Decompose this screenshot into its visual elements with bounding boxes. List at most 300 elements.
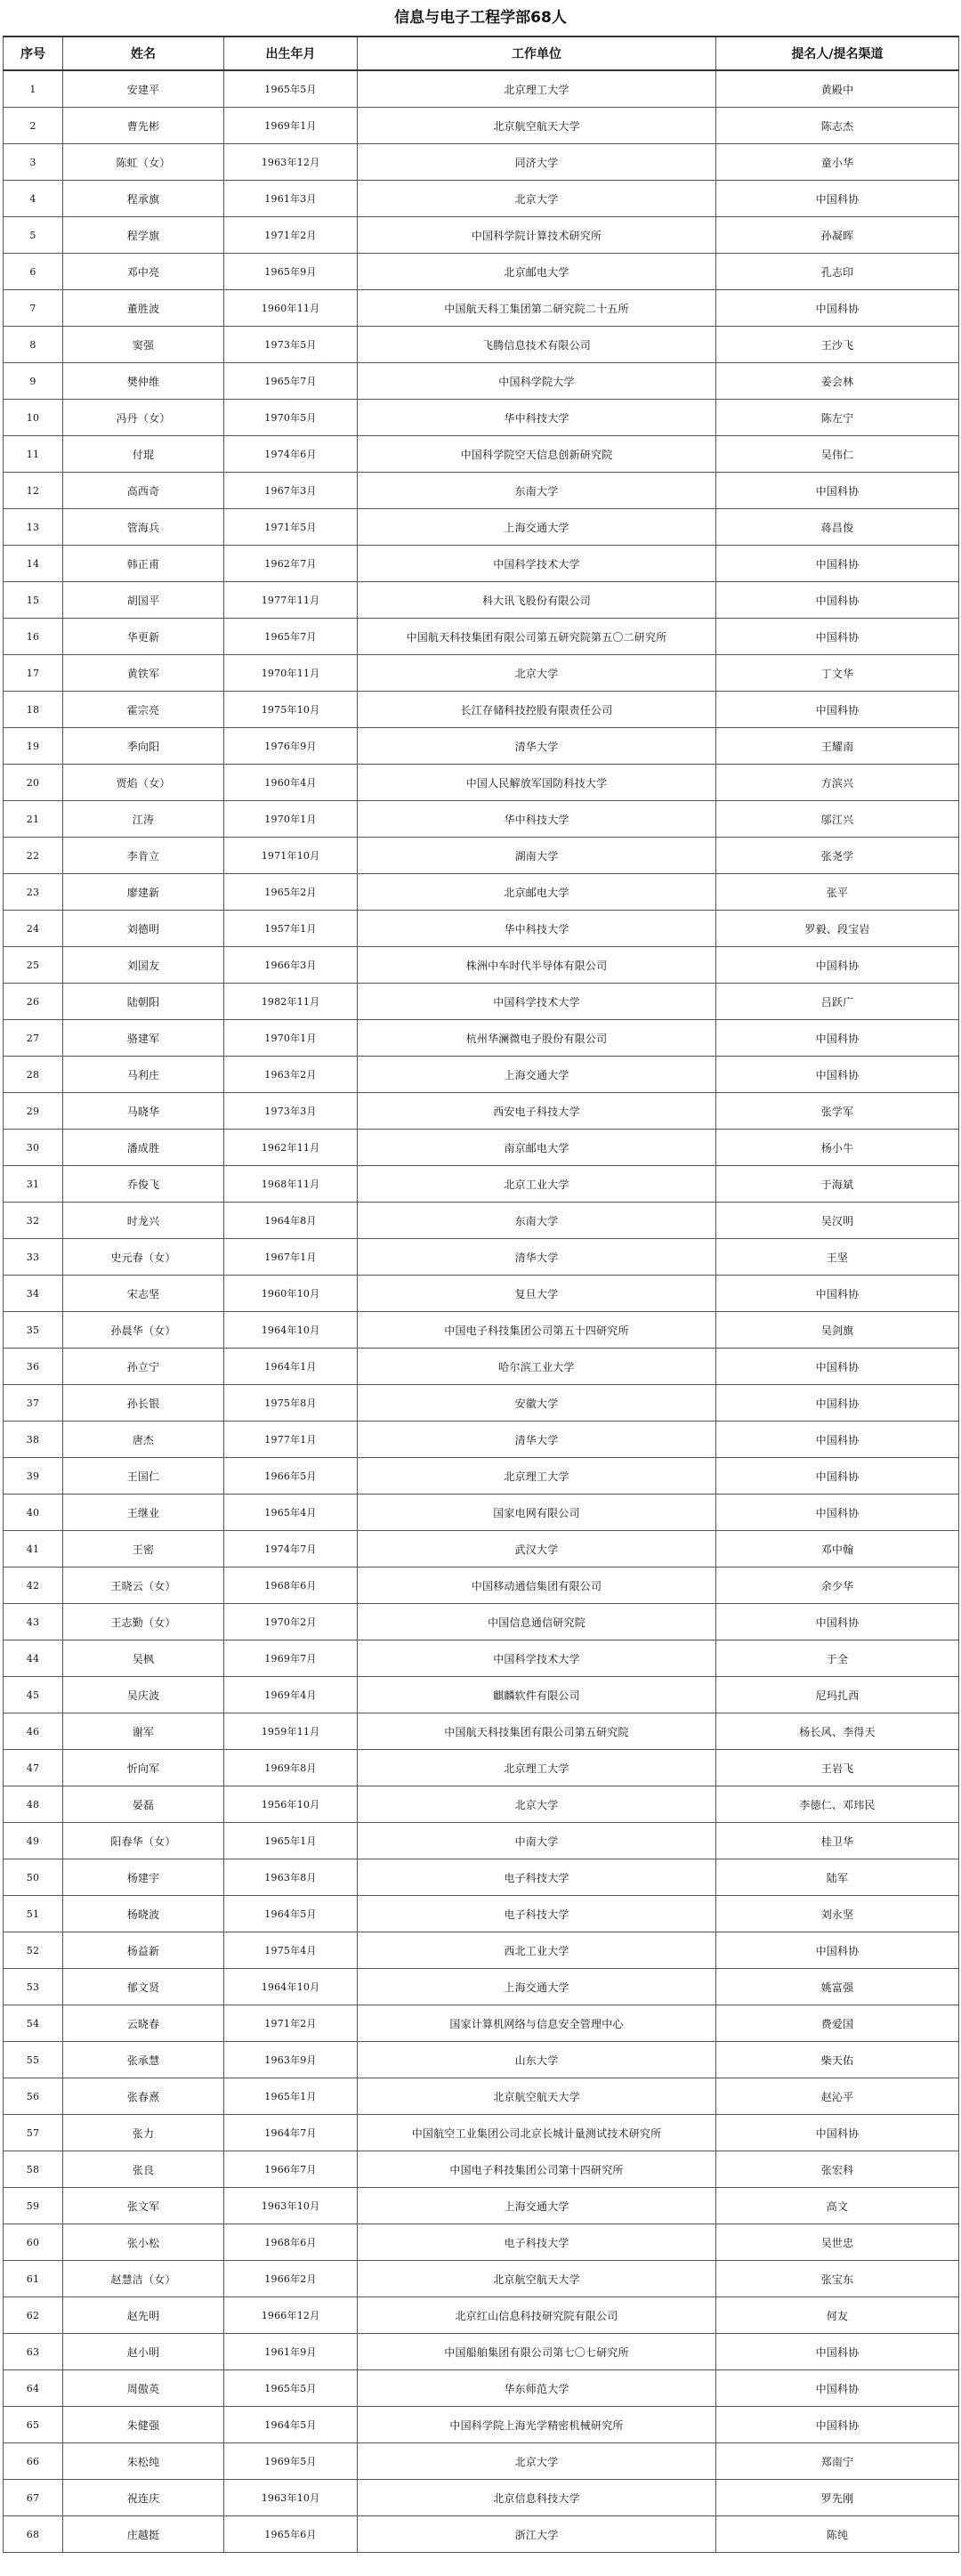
cell-birth: 1968年6月 [224, 1567, 358, 1604]
cell-name: 朱松纯 [63, 2443, 224, 2480]
cell-name: 张春熹 [63, 2078, 224, 2115]
cell-nominator: 桂卫华 [716, 1823, 959, 1859]
cell-nominator: 赵沁平 [716, 2078, 959, 2115]
cell-org: 中国船舶集团有限公司第七〇七研究所 [358, 2334, 716, 2370]
cell-org: 上海交通大学 [358, 509, 716, 546]
table-row [4, 728, 959, 765]
cell-name: 晏磊 [63, 1786, 224, 1823]
cell-birth: 1970年2月 [224, 1604, 358, 1640]
table-row [4, 1531, 959, 1567]
cell-name: 王密 [63, 1531, 224, 1567]
cell-birth: 1963年2月 [224, 1057, 358, 1093]
cell-org: 中国人民解放军国防科技大学 [358, 765, 716, 801]
cell-birth: 1965年9月 [224, 254, 358, 290]
cell-no: 30 [4, 1130, 63, 1166]
cell-birth: 1982年11月 [224, 984, 358, 1020]
cell-org: 电子科技大学 [358, 1896, 716, 1932]
cell-name: 张力 [63, 2115, 224, 2151]
cell-no: 40 [4, 1495, 63, 1531]
cell-name: 江涛 [63, 801, 224, 838]
table-row [4, 1859, 959, 1896]
cell-no: 64 [4, 2370, 63, 2407]
cell-no: 27 [4, 1020, 63, 1057]
cell-no: 63 [4, 2334, 63, 2370]
cell-org: 北京邮电大学 [358, 254, 716, 290]
cell-nominator: 张宏科 [716, 2151, 959, 2188]
cell-no: 14 [4, 546, 63, 582]
table-row [4, 2443, 959, 2480]
cell-org: 华中科技大学 [358, 801, 716, 838]
cell-name: 骆建军 [63, 1020, 224, 1057]
table-row [4, 1458, 959, 1495]
cell-org: 中国科学技术大学 [358, 1640, 716, 1677]
candidate-table [3, 36, 959, 2553]
cell-birth: 1965年1月 [224, 2078, 358, 2115]
table-row [4, 1567, 959, 1604]
table-row [4, 217, 959, 254]
cell-name: 陆朝阳 [63, 984, 224, 1020]
cell-name: 冯丹（女） [63, 400, 224, 436]
cell-birth: 1977年1月 [224, 1422, 358, 1458]
cell-nominator: 余少华 [716, 1567, 959, 1604]
cell-no: 15 [4, 582, 63, 619]
cell-birth: 1964年1月 [224, 1349, 358, 1385]
cell-no: 48 [4, 1786, 63, 1823]
cell-name: 史元春（女） [63, 1239, 224, 1276]
table-row [4, 2188, 959, 2224]
cell-birth: 1965年2月 [224, 874, 358, 911]
table-row [4, 70, 959, 108]
cell-nominator: 王耀南 [716, 728, 959, 765]
cell-birth: 1966年12月 [224, 2297, 358, 2334]
cell-birth: 1974年6月 [224, 436, 358, 473]
page-title: 信息与电子工程学部68人 [394, 9, 567, 27]
cell-org: 清华大学 [358, 728, 716, 765]
cell-birth: 1956年10月 [224, 1786, 358, 1823]
cell-name: 樊仲维 [63, 363, 224, 400]
cell-org: 清华大学 [358, 1422, 716, 1458]
cell-birth: 1960年11月 [224, 290, 358, 327]
table-header [4, 36, 959, 70]
cell-name: 胡国平 [63, 582, 224, 619]
cell-nominator: 邓中翰 [716, 1531, 959, 1567]
cell-org: 华中科技大学 [358, 400, 716, 436]
cell-no: 50 [4, 1859, 63, 1896]
cell-name: 贾焰（女） [63, 765, 224, 801]
table-row [4, 619, 959, 655]
cell-org: 科大讯飞股份有限公司 [358, 582, 716, 619]
cell-org: 电子科技大学 [358, 2224, 716, 2261]
cell-nominator: 吴世忠 [716, 2224, 959, 2261]
table-row [4, 363, 959, 400]
cell-nominator: 中国科协 [716, 1385, 959, 1422]
cell-name: 周傲英 [63, 2370, 224, 2407]
cell-no: 62 [4, 2297, 63, 2334]
cell-org: 上海交通大学 [358, 2188, 716, 2224]
cell-birth: 1970年1月 [224, 801, 358, 838]
table-row [4, 874, 959, 911]
table-row [4, 2005, 959, 2042]
cell-org: 北京邮电大学 [358, 874, 716, 911]
cell-nominator: 吴汉明 [716, 1203, 959, 1239]
cell-nominator: 中国科协 [716, 290, 959, 327]
cell-nominator: 中国科协 [716, 2115, 959, 2151]
cell-nominator: 中国科协 [716, 1276, 959, 1312]
cell-org: 长江存储科技控股有限责任公司 [358, 692, 716, 728]
table-row [4, 765, 959, 801]
cell-no: 21 [4, 801, 63, 838]
cell-name: 李肯立 [63, 838, 224, 874]
cell-nominator: 中国科协 [716, 1057, 959, 1093]
cell-nominator: 中国科协 [716, 2370, 959, 2407]
cell-name: 刘国友 [63, 947, 224, 984]
cell-no: 9 [4, 363, 63, 400]
cell-birth: 1965年7月 [224, 619, 358, 655]
cell-no: 43 [4, 1604, 63, 1640]
cell-no: 6 [4, 254, 63, 290]
cell-birth: 1968年6月 [224, 2224, 358, 2261]
table-row [4, 1166, 959, 1203]
cell-no: 51 [4, 1896, 63, 1932]
cell-birth: 1966年2月 [224, 2261, 358, 2297]
cell-name: 华更新 [63, 619, 224, 655]
cell-nominator: 中国科协 [716, 2334, 959, 2370]
cell-birth: 1969年4月 [224, 1677, 358, 1713]
table-row [4, 984, 959, 1020]
cell-birth: 1973年3月 [224, 1093, 358, 1130]
cell-nominator: 中国科协 [716, 1422, 959, 1458]
cell-name: 孙长银 [63, 1385, 224, 1422]
cell-nominator: 姚富强 [716, 1969, 959, 2005]
cell-birth: 1965年7月 [224, 363, 358, 400]
cell-name: 王继业 [63, 1495, 224, 1531]
cell-no: 18 [4, 692, 63, 728]
cell-name: 程学旗 [63, 217, 224, 254]
cell-name: 邓中亮 [63, 254, 224, 290]
cell-nominator: 吴剑旗 [716, 1312, 959, 1349]
cell-no: 34 [4, 1276, 63, 1312]
cell-birth: 1962年11月 [224, 1130, 358, 1166]
cell-name: 祝连庆 [63, 2480, 224, 2516]
cell-name: 陈虹（女） [63, 144, 224, 181]
cell-name: 吴枫 [63, 1640, 224, 1677]
cell-name: 朱健强 [63, 2407, 224, 2443]
table-row [4, 181, 959, 217]
cell-birth: 1968年11月 [224, 1166, 358, 1203]
cell-birth: 1975年4月 [224, 1932, 358, 1969]
table-row [4, 254, 959, 290]
table-row [4, 436, 959, 473]
cell-name: 张承慧 [63, 2042, 224, 2078]
cell-org: 武汉大学 [358, 1531, 716, 1567]
cell-nominator: 李徳仁、邓玮民 [716, 1786, 959, 1823]
cell-birth: 1967年1月 [224, 1239, 358, 1276]
cell-org: 东南大学 [358, 473, 716, 509]
cell-name: 王国仁 [63, 1458, 224, 1495]
cell-org: 同济大学 [358, 144, 716, 181]
cell-no: 60 [4, 2224, 63, 2261]
cell-no: 35 [4, 1312, 63, 1349]
cell-org: 中国科学院计算技术研究所 [358, 217, 716, 254]
cell-name: 宋志坚 [63, 1276, 224, 1312]
cell-name: 张小松 [63, 2224, 224, 2261]
cell-no: 38 [4, 1422, 63, 1458]
cell-nominator: 张宝东 [716, 2261, 959, 2297]
table-row [4, 1239, 959, 1276]
cell-birth: 1975年8月 [224, 1385, 358, 1422]
cell-no: 25 [4, 947, 63, 984]
table-row [4, 1604, 959, 1640]
cell-birth: 1964年5月 [224, 2407, 358, 2443]
cell-nominator: 中国科协 [716, 1932, 959, 1969]
cell-birth: 1969年7月 [224, 1640, 358, 1677]
cell-birth: 1969年8月 [224, 1750, 358, 1786]
cell-no: 47 [4, 1750, 63, 1786]
cell-name: 黄铁军 [63, 655, 224, 692]
cell-nominator: 中国科协 [716, 1458, 959, 1495]
cell-org: 安徽大学 [358, 1385, 716, 1422]
cell-no: 53 [4, 1969, 63, 2005]
cell-org: 中国科学院上海光学精密机械研究所 [358, 2407, 716, 2443]
table-row [4, 1349, 959, 1385]
cell-org: 山东大学 [358, 2042, 716, 2078]
table-row [4, 546, 959, 582]
cell-name: 乔俊飞 [63, 1166, 224, 1203]
cell-no: 45 [4, 1677, 63, 1713]
cell-nominator: 方滨兴 [716, 765, 959, 801]
cell-birth: 1964年5月 [224, 1896, 358, 1932]
cell-nominator: 高文 [716, 2188, 959, 2224]
cell-nominator: 姜会林 [716, 363, 959, 400]
cell-nominator: 邬江兴 [716, 801, 959, 838]
cell-org: 北京航空航天大学 [358, 2078, 716, 2115]
cell-no: 5 [4, 217, 63, 254]
table-row [4, 509, 959, 546]
table-row [4, 1932, 959, 1969]
cell-nominator: 陈左宁 [716, 400, 959, 436]
cell-nominator: 中国科协 [716, 619, 959, 655]
table-row [4, 2407, 959, 2443]
cell-no: 11 [4, 436, 63, 473]
cell-birth: 1964年8月 [224, 1203, 358, 1239]
cell-nominator: 陆军 [716, 1859, 959, 1896]
cell-no: 3 [4, 144, 63, 181]
cell-birth: 1971年10月 [224, 838, 358, 874]
cell-no: 20 [4, 765, 63, 801]
cell-birth: 1975年10月 [224, 692, 358, 728]
cell-no: 22 [4, 838, 63, 874]
cell-nominator: 中国科协 [716, 1495, 959, 1531]
cell-org: 国家计算机网络与信息安全管理中心 [358, 2005, 716, 2042]
cell-org: 中国电子科技集团公司第十四研究所 [358, 2151, 716, 2188]
cell-name: 廖建新 [63, 874, 224, 911]
cell-name: 董胜波 [63, 290, 224, 327]
table-row [4, 1276, 959, 1312]
cell-name: 孙晨华（女） [63, 1312, 224, 1349]
table-row [4, 838, 959, 874]
cell-name: 刘德明 [63, 911, 224, 947]
cell-name: 阳春华（女） [63, 1823, 224, 1859]
table-row [4, 108, 959, 144]
cell-nominator: 王岩飞 [716, 1750, 959, 1786]
cell-birth: 1965年6月 [224, 2516, 358, 2553]
cell-birth: 1965年5月 [224, 70, 358, 108]
table-row [4, 1677, 959, 1713]
cell-name: 潘成胜 [63, 1130, 224, 1166]
table-row [4, 2480, 959, 2516]
cell-no: 32 [4, 1203, 63, 1239]
cell-org: 中国航天科工集团第二研究院二十五所 [358, 290, 716, 327]
table-row [4, 1057, 959, 1093]
cell-nominator: 郑南宁 [716, 2443, 959, 2480]
cell-birth: 1970年1月 [224, 1020, 358, 1057]
table-row [4, 1093, 959, 1130]
cell-birth: 1964年10月 [224, 1312, 358, 1349]
cell-name: 马利庄 [63, 1057, 224, 1093]
table-row [4, 582, 959, 619]
table-row [4, 2370, 959, 2407]
cell-no: 4 [4, 181, 63, 217]
cell-name: 付琨 [63, 436, 224, 473]
cell-name: 韩正甫 [63, 546, 224, 582]
cell-name: 吴庆波 [63, 1677, 224, 1713]
cell-org: 北京工业大学 [358, 1166, 716, 1203]
cell-nominator: 中国科协 [716, 692, 959, 728]
cell-name: 窦强 [63, 327, 224, 363]
cell-nominator: 刘永坚 [716, 1896, 959, 1932]
cell-birth: 1967年3月 [224, 473, 358, 509]
cell-no: 12 [4, 473, 63, 509]
cell-birth: 1969年5月 [224, 2443, 358, 2480]
cell-name: 孙立宁 [63, 1349, 224, 1385]
cell-name: 郁文贤 [63, 1969, 224, 2005]
cell-birth: 1966年3月 [224, 947, 358, 984]
cell-birth: 1959年11月 [224, 1713, 358, 1750]
header-name: 姓名 [63, 36, 224, 70]
cell-no: 8 [4, 327, 63, 363]
cell-no: 59 [4, 2188, 63, 2224]
table-row [4, 144, 959, 181]
cell-no: 49 [4, 1823, 63, 1859]
cell-org: 北京理工大学 [358, 1750, 716, 1786]
cell-no: 17 [4, 655, 63, 692]
cell-org: 中国科学院大学 [358, 363, 716, 400]
cell-name: 王志勤（女） [63, 1604, 224, 1640]
cell-name: 杨建宇 [63, 1859, 224, 1896]
cell-nominator: 陈志杰 [716, 108, 959, 144]
cell-org: 杭州华澜微电子股份有限公司 [358, 1020, 716, 1057]
cell-org: 华中科技大学 [358, 911, 716, 947]
cell-birth: 1960年10月 [224, 1276, 358, 1312]
cell-org: 中国科学技术大学 [358, 984, 716, 1020]
table-row [4, 1495, 959, 1531]
cell-no: 46 [4, 1713, 63, 1750]
cell-nominator: 中国科协 [716, 1604, 959, 1640]
cell-birth: 1973年5月 [224, 327, 358, 363]
cell-org: 中国移动通信集团有限公司 [358, 1567, 716, 1604]
cell-nominator: 孙凝晖 [716, 217, 959, 254]
cell-name: 杨晓波 [63, 1896, 224, 1932]
table-row [4, 1020, 959, 1057]
table-body [4, 70, 959, 2553]
header-org: 工作单位 [358, 36, 716, 70]
cell-nominator: 吴伟仁 [716, 436, 959, 473]
header-no: 序号 [4, 36, 63, 70]
cell-org: 西安电子科技大学 [358, 1093, 716, 1130]
cell-nominator: 孔志印 [716, 254, 959, 290]
cell-org: 东南大学 [358, 1203, 716, 1239]
table-row [4, 801, 959, 838]
cell-no: 1 [4, 70, 63, 108]
cell-birth: 1961年9月 [224, 2334, 358, 2370]
cell-nominator: 王沙飞 [716, 327, 959, 363]
cell-no: 7 [4, 290, 63, 327]
table-row [4, 911, 959, 947]
cell-no: 33 [4, 1239, 63, 1276]
cell-org: 北京信息科技大学 [358, 2480, 716, 2516]
cell-org: 北京大学 [358, 1786, 716, 1823]
cell-no: 58 [4, 2151, 63, 2188]
cell-org: 中国电子科技集团公司第五十四研究所 [358, 1312, 716, 1349]
table-row [4, 400, 959, 436]
cell-birth: 1962年7月 [224, 546, 358, 582]
cell-birth: 1969年1月 [224, 108, 358, 144]
cell-name: 赵小明 [63, 2334, 224, 2370]
cell-name: 马晓华 [63, 1093, 224, 1130]
cell-nominator: 杨小牛 [716, 1130, 959, 1166]
table-row [4, 947, 959, 984]
cell-no: 2 [4, 108, 63, 144]
cell-no: 65 [4, 2407, 63, 2443]
cell-birth: 1965年1月 [224, 1823, 358, 1859]
cell-nominator: 何友 [716, 2297, 959, 2334]
cell-no: 68 [4, 2516, 63, 2553]
cell-no: 41 [4, 1531, 63, 1567]
table-row [4, 2151, 959, 2188]
cell-no: 67 [4, 2480, 63, 2516]
cell-nominator: 陈纯 [716, 2516, 959, 2553]
cell-name: 安建平 [63, 70, 224, 108]
cell-name: 季向阳 [63, 728, 224, 765]
cell-org: 北京大学 [358, 655, 716, 692]
cell-nominator: 童小华 [716, 144, 959, 181]
table-row [4, 655, 959, 692]
cell-birth: 1965年5月 [224, 2370, 358, 2407]
cell-name: 谢军 [63, 1713, 224, 1750]
cell-nominator: 丁文华 [716, 655, 959, 692]
table-row [4, 1203, 959, 1239]
cell-birth: 1974年7月 [224, 1531, 358, 1567]
cell-org: 北京理工大学 [358, 70, 716, 108]
header-birth: 出生年月 [224, 36, 358, 70]
cell-nominator: 费爱国 [716, 2005, 959, 2042]
cell-birth: 1970年5月 [224, 400, 358, 436]
cell-birth: 1960年4月 [224, 765, 358, 801]
cell-nominator: 中国科协 [716, 473, 959, 509]
cell-org: 中南大学 [358, 1823, 716, 1859]
table-row [4, 2516, 959, 2553]
cell-birth: 1971年5月 [224, 509, 358, 546]
cell-name: 高西奇 [63, 473, 224, 509]
cell-birth: 1977年11月 [224, 582, 358, 619]
cell-nominator: 张平 [716, 874, 959, 911]
cell-nominator: 杨长风、李得天 [716, 1713, 959, 1750]
cell-no: 55 [4, 2042, 63, 2078]
cell-nominator: 于全 [716, 1640, 959, 1677]
table-row [4, 2115, 959, 2151]
cell-no: 54 [4, 2005, 63, 2042]
cell-org: 上海交通大学 [358, 1057, 716, 1093]
